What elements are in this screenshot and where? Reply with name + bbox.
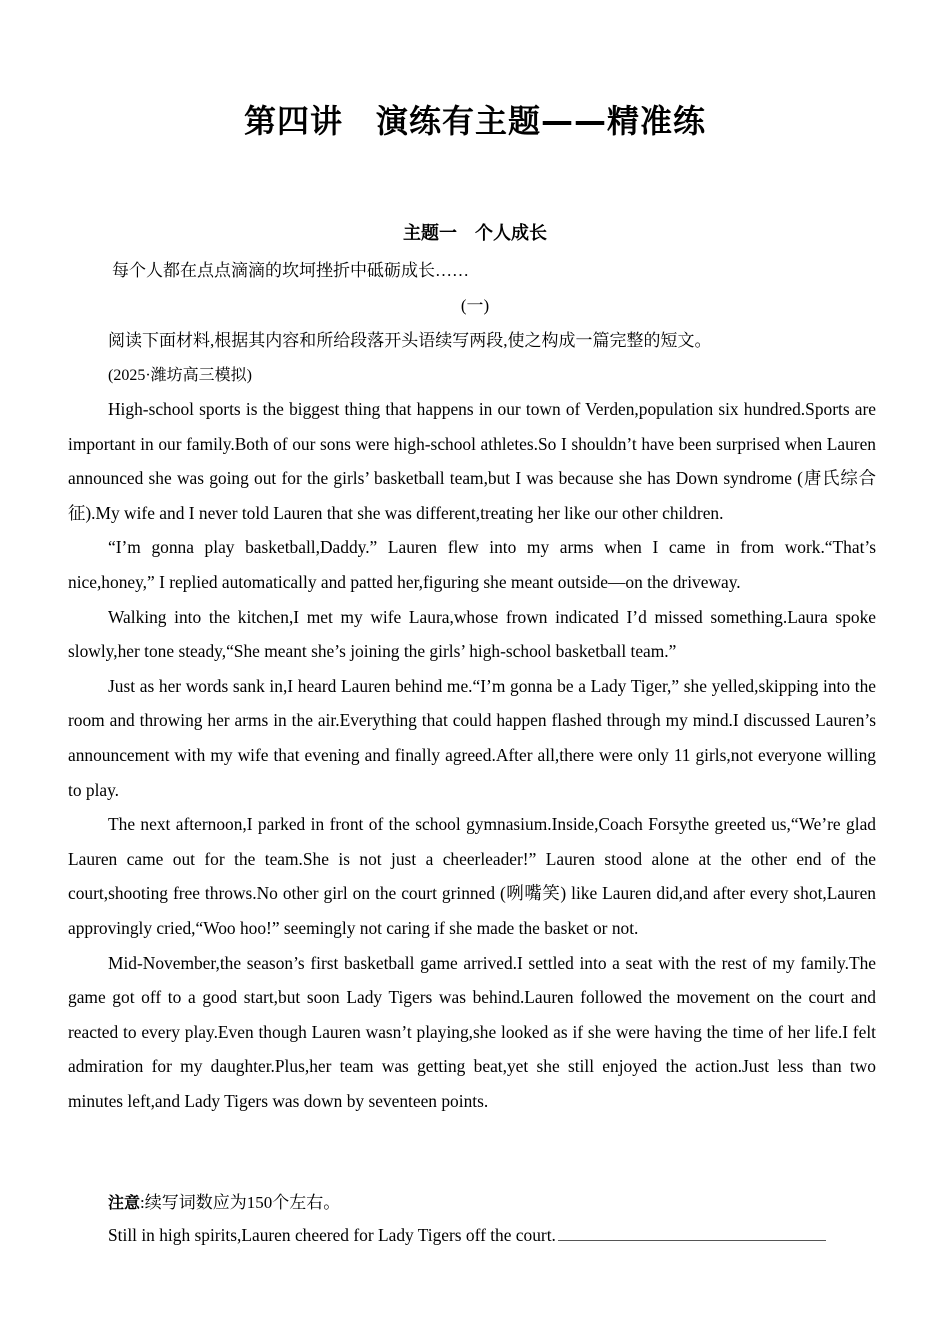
topic-heading: 主题一 个人成长 [403,223,547,244]
page-title: 第四讲 演练有主题——精准练 [243,102,706,140]
passage-paragraph: Mid-November,the season’s first basketball game arrived.I settled into a seat with the rest of my family.The game got off to a good start,but soon Lady Tigers was behind.Lauren followed the movement on the court and reacted to every play.Even though Lauren wasn’t playing,she looked as if she were having the time of her life.I felt admiration for my daughter.Plus,her team was getting beat,yet she still enjoyed the action.Just less than two minutes left,and Lady Tigers was down by seventeen points. [68,952,876,1111]
passage-paragraph: The next afternoon,I parked in front of the school gymnasium.Inside,Coach Forsythe greeted us,“We’re glad Lauren came out for the team.She is not just a cheerleader!” Lauren stood alone at the other end of the court,shooting free throws.No other girl on the court grinned (咧嘴笑) like Lauren did,and after every shot,Lauren approvingly cried,“Woo hoo!” seemingly not caring if she made the basket or not. [68,814,876,938]
paragraph-opening: Still in high spirits,Lauren cheered for Lady Tigers off the court. [108,1225,556,1245]
note-label: 注意 [108,1193,141,1212]
section-number: (一) [460,296,490,315]
note-text: :续写词数应为150个左右。 [140,1193,341,1212]
task-instruction: 阅读下面材料,根据其内容和所给段落开头语续写两段,使之构成一篇完整的短文。 [108,331,712,350]
passage-paragraph: “I’m gonna play basketball,Daddy.” Lauren flew into my arms when I came in from work.“That’s nice,honey,” I replied automatically and patted her,figuring she meant outside—on the driveway. [68,537,876,592]
source-note: (2025·潍坊高三模拟) [108,367,252,384]
passage-paragraph: High-school sports is the biggest thing that happens in our town of Verden,population six hundred.Sports are important in our family.Both of our sons were high-school athletes.So I shouldn’t have been surprised when Lauren announced she was going out for the girls’ basketball team,but I was because she has Down syndrome (唐氏综合征).My wife and I never told Lauren that she was different,treating her like our other children. [68,399,876,523]
continuation-prompt [108,1225,826,1246]
passage-paragraph: Walking into the kitchen,I met my wife Laura,whose frown indicated I’d missed something.Laura spoke slowly,her tone steady,“She meant she’s joining the girls’ high-school basketball team.” [68,606,876,662]
passage-paragraph: Just as her words sank in,I heard Lauren behind me.“I’m gonna be a Lady Tiger,” she yelled,skipping into the room and throwing her arms in the air.Everything that could happen flashed through my mind.I discussed Lauren’s announcement with my wife that evening and finally agreed.After all,there were only 11 girls,not everyone willing to play. [68,675,876,800]
writing-blank-line[interactable] [558,1239,826,1241]
topic-intro: 每个人都在点点滴滴的坎坷挫折中砥砺成长…… [112,261,469,280]
passage [68,392,876,1118]
word-count-note [108,1188,340,1213]
